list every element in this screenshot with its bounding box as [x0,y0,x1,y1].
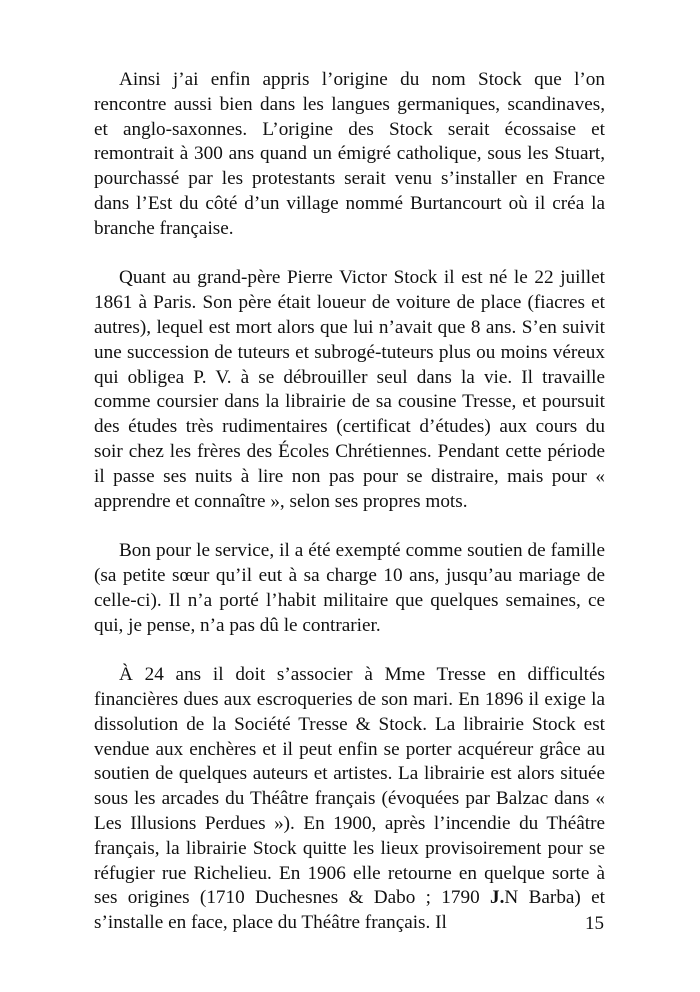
paragraph-origin-of-name: Ainsi j’ai enfin appris l’origine du nom Stock que l’on rencontre aussi bien dans les langues germaniques, scandinaves, et anglo-saxonnes. L’origine des Stock serait écossaise et remontrait à 300 ans quand un émigré catholique, sous les Stuart, pourchassé par les protestants serait venu s’installer en France dans l’Est du côté d’un village nommé Burtancourt où il créa la branche française. [94,69,605,239]
paragraph-librairie-history [94,663,605,936]
paragraph-pierre-victor-stock: Quant au grand-père Pierre Victor Stock il est né le 22 juillet 1861 à Paris. Son père était loueur de voiture de place (fiacres et autres), lequel est mort alors que lui n’avait que 8 ans. S’en suivit une succession de tuteurs et subrogé-tuteurs plus ou moins véreux qui obligea P. V. à se débrouiller seul dans la vie. Il travaille comme coursier dans la librairie de sa cousine Tresse, et poursuit des études très rudimentaires (certificat d’études) aux cours du soir chez les frères des Écoles Chrétiennes. Pendant cette période il passe ses nuits à lire non pas pour se distraire, mais pour « apprendre et connaître », selon ses propres mots. [94,267,605,512]
bold-initial: J. [490,887,505,909]
paragraph-military-service: Bon pour le service, il a été exempté comme soutien de famille (sa petite sœur qu’il eut à sa charge 10 ans, jusqu’au mariage de celle-ci). Il n’a porté l’habit militaire que quelques semaines, ce qui, je pense, n’a pas dû le contrarier. [94,540,605,636]
page-body [94,68,605,936]
paragraph-text: À 24 ans il doit s’associer à Mme Tresse en difficultés financières dues aux escroqueries de son mari. En 1896 il exige la dissolution de la Société Tresse & Stock. La librairie Stock est vendue aux enchères et il peut enfin se porter acquéreur grâce au soutien de quelques auteurs et artistes. La librairie est alors située sous les arcades du Théâtre français (évoquées par Balzac dans « Les Illusions Perdues »). En 1900, après l’incendie du Théâtre français, la librairie Stock quitte les lieux provisoirement pour se réfugier rue Richelieu. En 1906 elle retourne en quelque sorte à ses origines (1710 Duchesnes & Dabo ; 1790 [94,664,605,909]
page-number: 15 [585,913,604,934]
paragraph-text-continued: N Barba) et s’installe en face, place du Théâtre français. Il [94,887,605,934]
